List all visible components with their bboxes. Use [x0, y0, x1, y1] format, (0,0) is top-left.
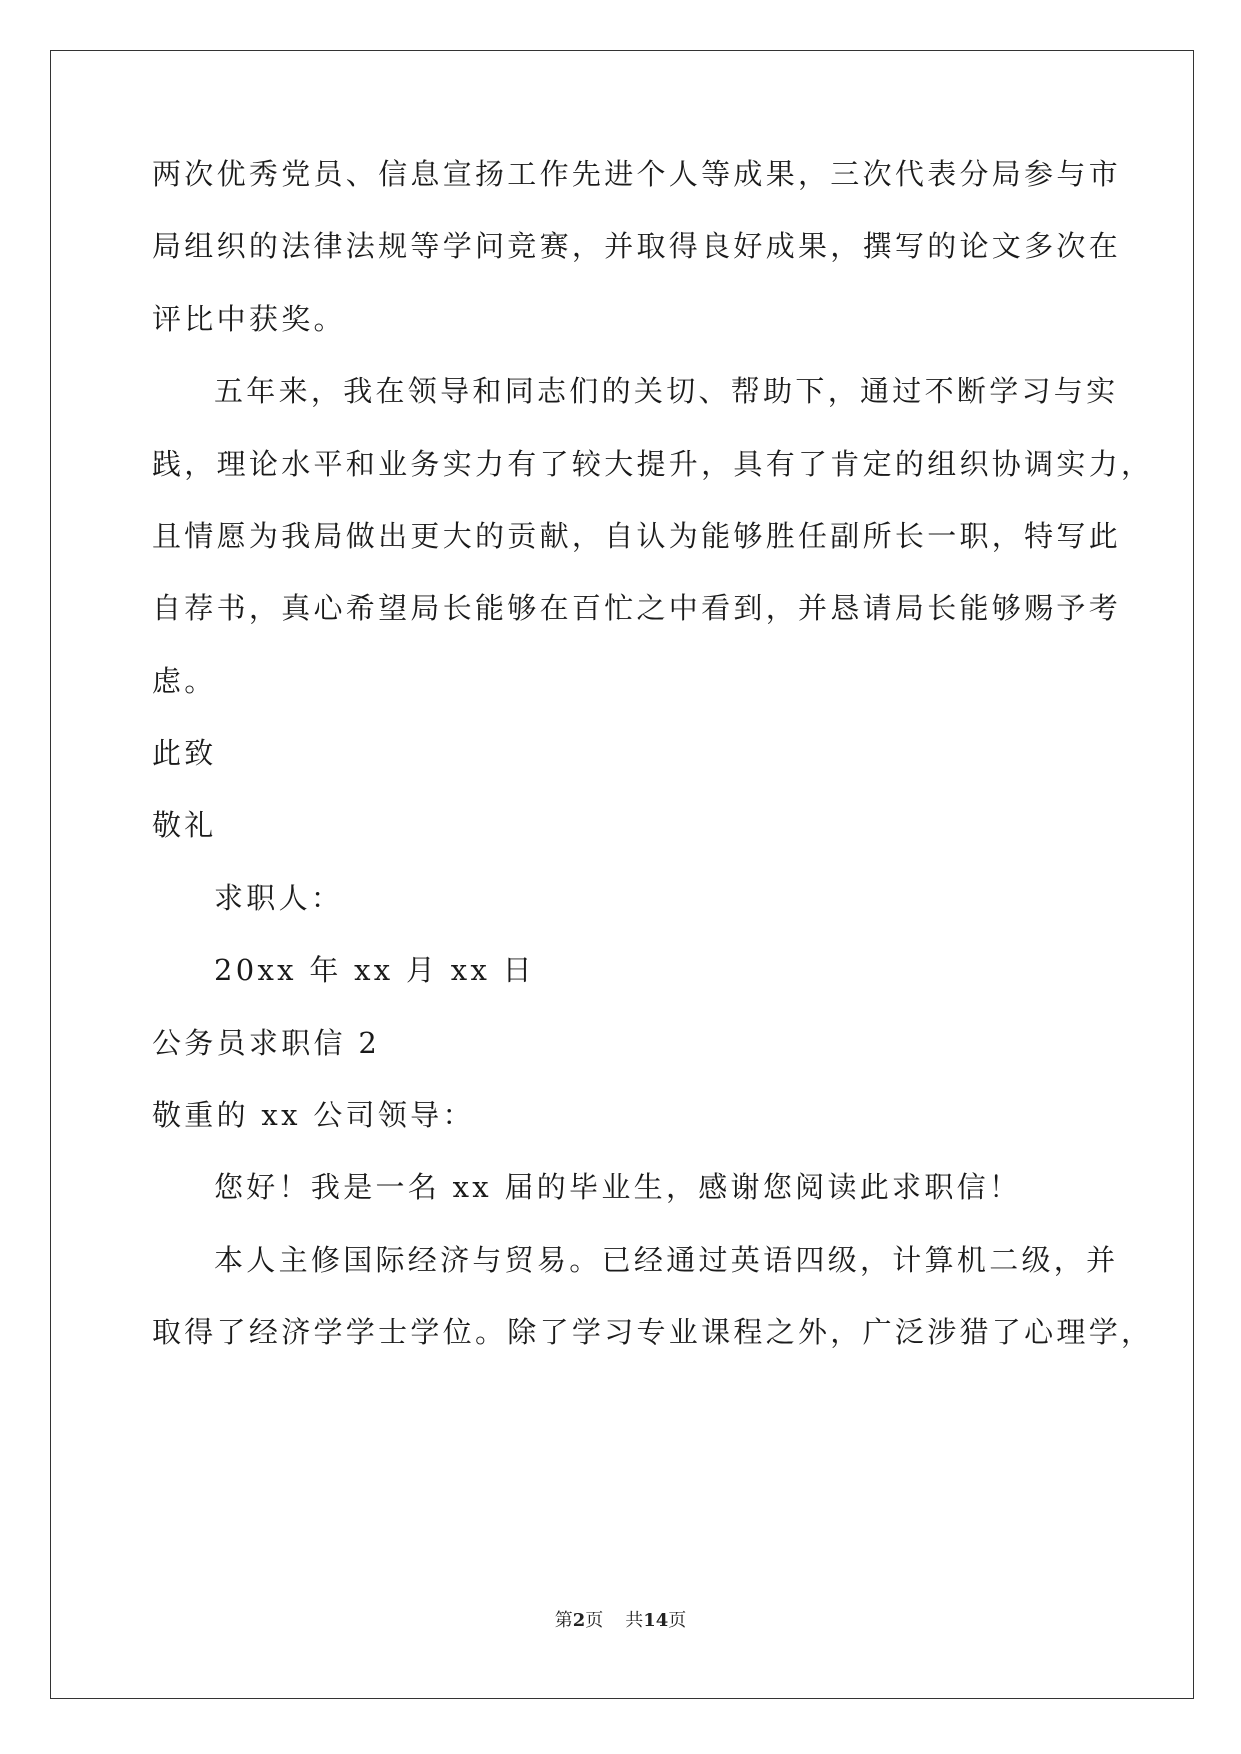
body-line: 局组织的法律法规等学问竞赛，并取得良好成果，撰写的论文多次在 [152, 229, 1122, 263]
page-footer [0, 1606, 1241, 1632]
footer-page-number: 2 [572, 1610, 586, 1631]
body-line: 两次优秀党员、信息宣扬工作先进个人等成果，三次代表分局参与市 [152, 157, 1122, 191]
closing-salutation: 此致 [152, 736, 217, 770]
greeting: 敬重的 xx 公司领导： [152, 1098, 475, 1132]
footer-page-suffix: 页 [585, 1610, 604, 1631]
footer-total-prefix: 共 [625, 1610, 644, 1631]
body-line: 评比中获奖。 [152, 302, 346, 336]
footer-total-suffix: 页 [668, 1610, 687, 1631]
body-line: 本人主修国际经济与贸易。已经通过英语四级，计算机二级，并 [214, 1243, 1119, 1277]
page-border [50, 50, 1194, 1699]
body-line: 您好！我是一名 xx 届的毕业生，感谢您阅读此求职信！ [214, 1170, 1022, 1204]
body-line: 践，理论水平和业务实力有了较大提升，具有了肯定的组织协调实力， [152, 447, 1154, 481]
body-line: 且情愿为我局做出更大的贡献，自认为能够胜任副所长一职，特写此 [152, 519, 1122, 553]
body-line: 取得了经济学学士学位。除了学习专业课程之外，广泛涉猎了心理学， [152, 1315, 1154, 1349]
body-line: 五年来，我在领导和同志们的关切、帮助下，通过不断学习与实 [214, 374, 1119, 408]
signature-applicant: 求职人： [214, 881, 344, 915]
closing-regards: 敬礼 [152, 808, 217, 842]
footer-page-prefix: 第 [554, 1610, 573, 1631]
signature-date: 20xx 年 xx 月 xx 日 [214, 953, 535, 987]
body-line: 自荐书，真心希望局长能够在百忙之中看到，并恳请局长能够赐予考 [152, 591, 1122, 625]
section-heading: 公务员求职信 2 [152, 1026, 381, 1060]
footer-total-number: 14 [643, 1610, 669, 1631]
body-line: 虑。 [152, 664, 217, 698]
